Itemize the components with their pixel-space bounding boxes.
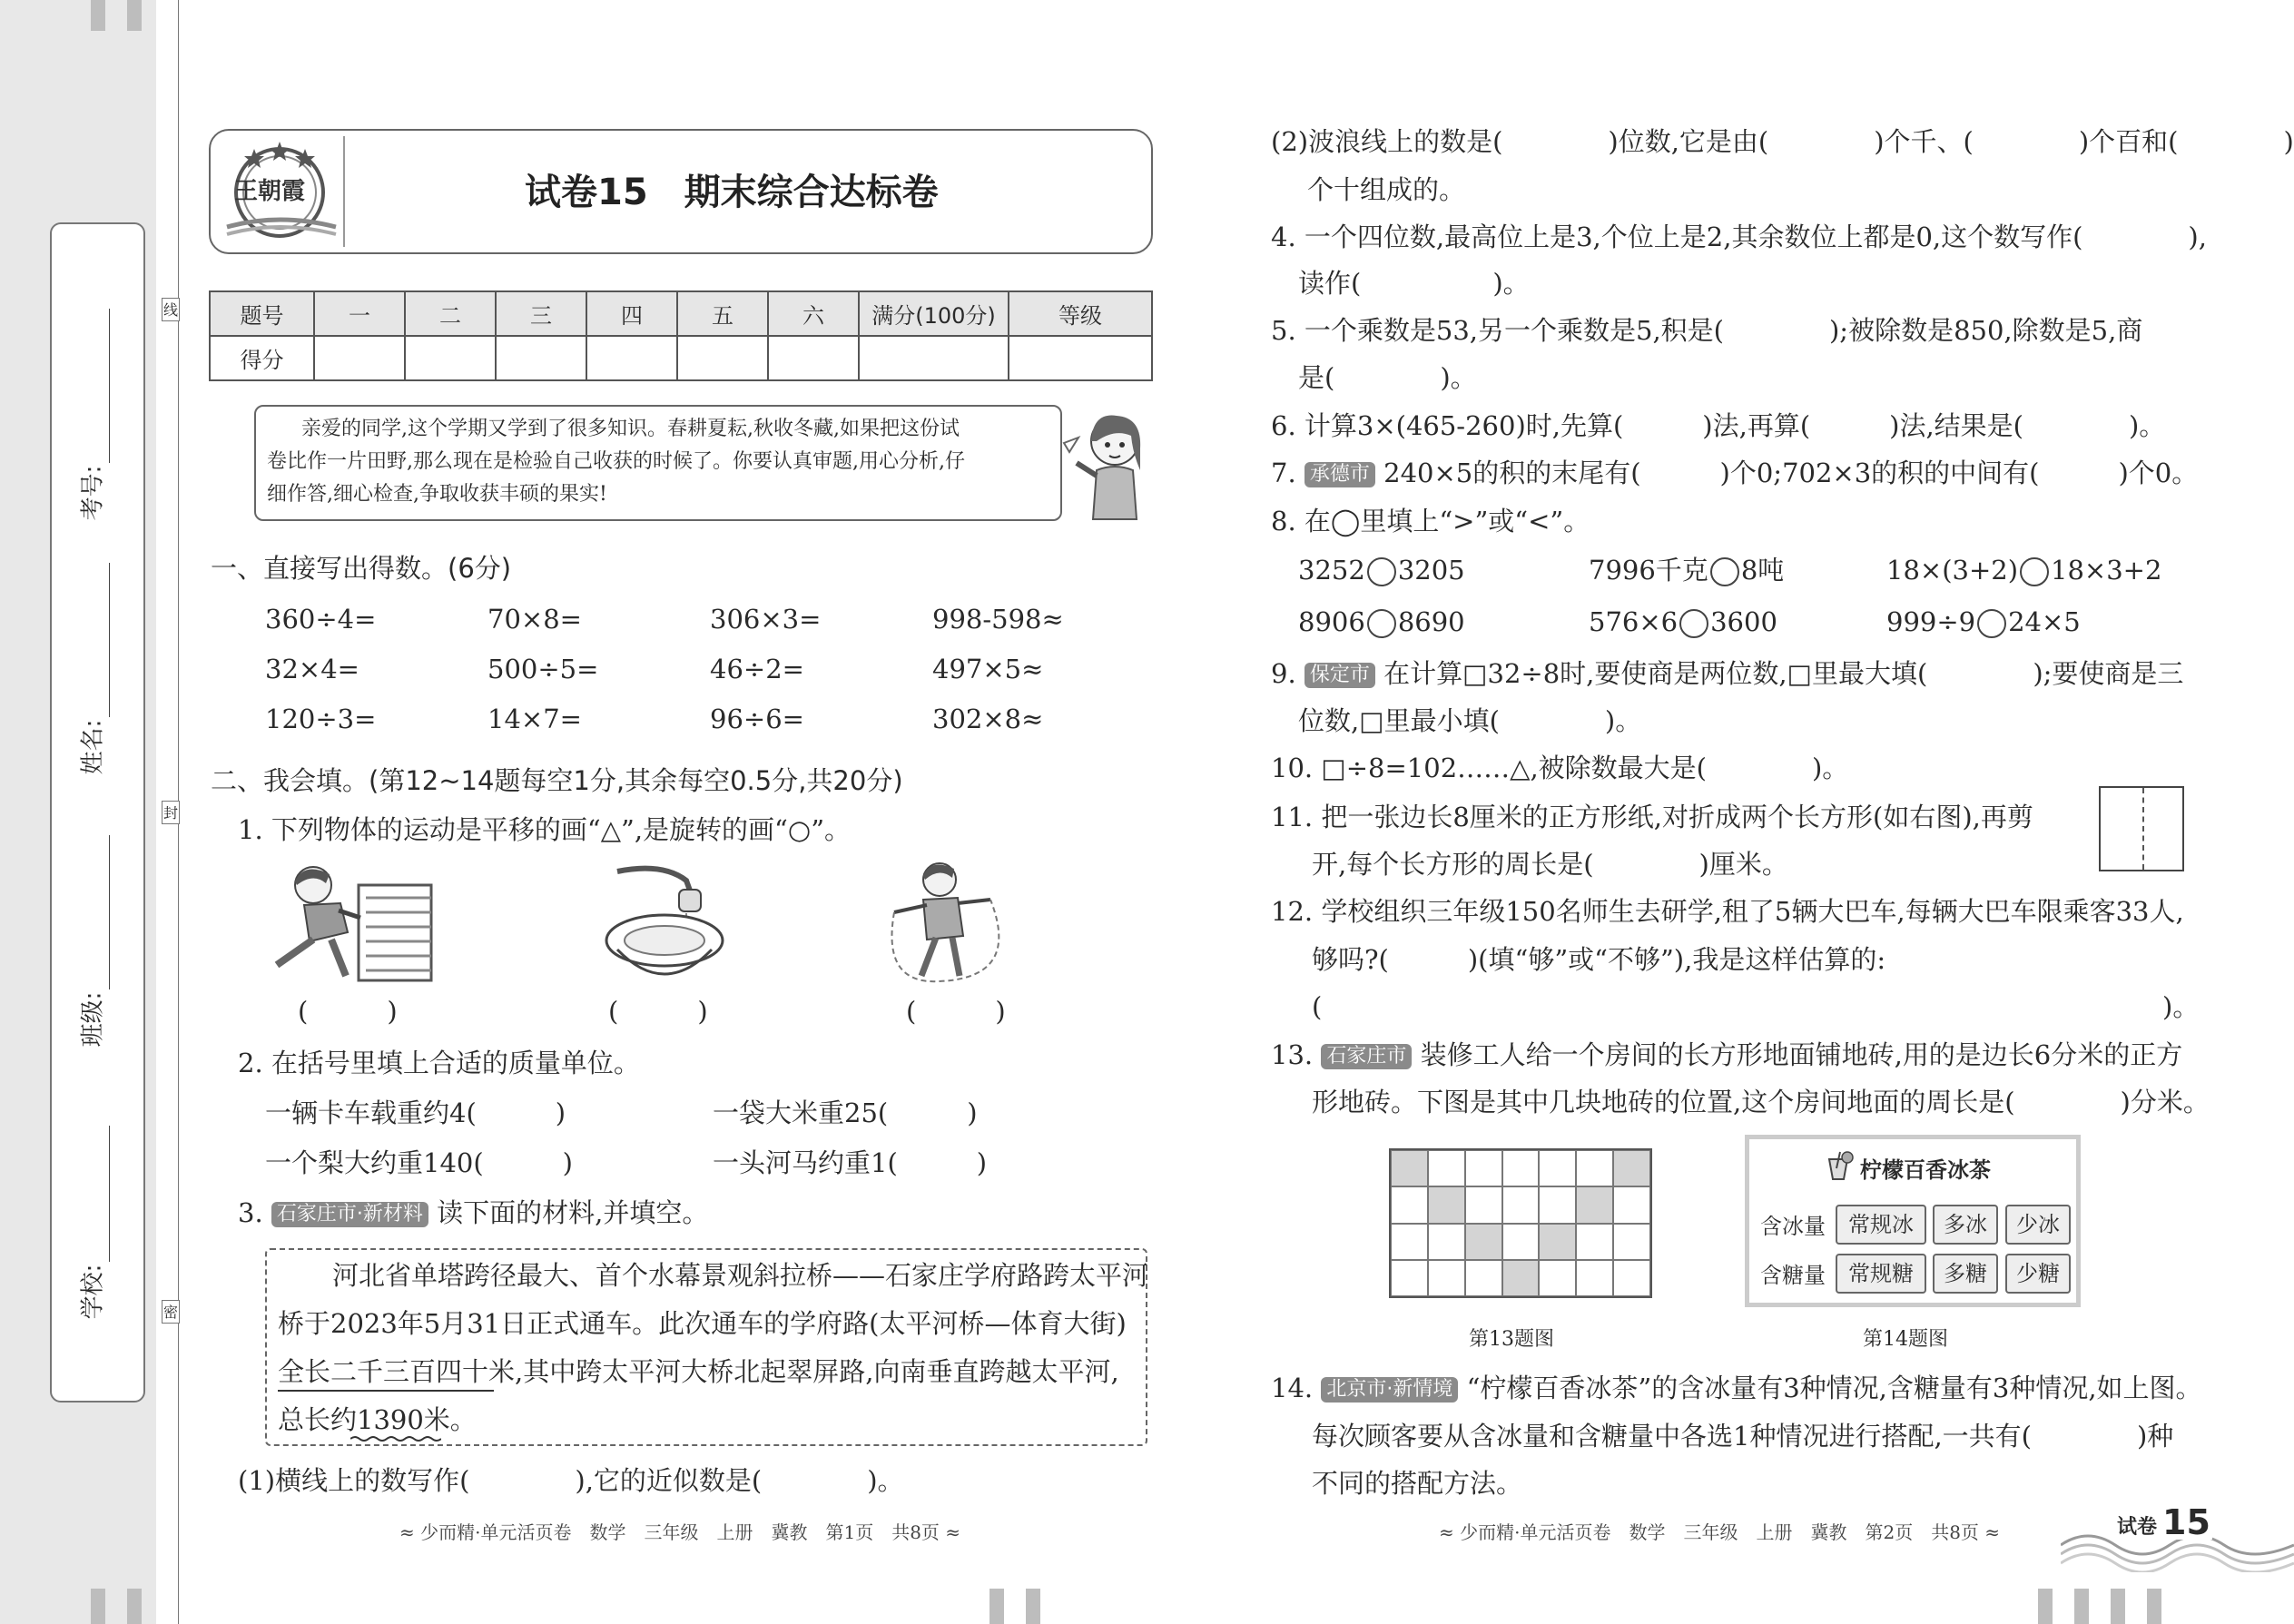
- name-field[interactable]: [79, 545, 118, 817]
- q2-item[interactable]: 一头河马约重1( ): [713, 1147, 988, 1178]
- sugar-option[interactable]: 常规糖: [1836, 1254, 1926, 1294]
- question-3-1[interactable]: (1)横线上的数写作( ),它的近似数是( )。: [238, 1465, 904, 1496]
- score-cell[interactable]: [496, 336, 586, 380]
- compare-item[interactable]: 8906 8690: [1298, 606, 1465, 637]
- score-row-label: 得分: [210, 336, 314, 380]
- question-4[interactable]: 4. 一个四位数,最高位上是3,个位上是2,其余数位上都是0,这个数写作( ),: [1271, 221, 2207, 252]
- intro-line: 细作答,细心检查,争取收获丰硕的果实!: [267, 483, 607, 506]
- compare-item[interactable]: 18×(3+2) 18×3+2: [1886, 555, 2162, 586]
- q1-answer-blank[interactable]: ( ): [298, 996, 398, 1027]
- class-label: 班级:: [79, 991, 107, 1048]
- school-label: 学校:: [79, 1264, 107, 1320]
- brand-logo: [218, 136, 345, 247]
- question-4-cont[interactable]: 读作( )。: [1298, 268, 1530, 299]
- compare-circle[interactable]: [1367, 609, 1396, 638]
- question-12-answer-open[interactable]: (: [1312, 991, 1323, 1022]
- decor-bar: [2111, 1589, 2125, 1624]
- score-header-cell: 一: [314, 291, 405, 336]
- question-14: 14. 北京市·新情境 “柠檬百香冰茶”的含冰量有3种情况,含糖量有3种情况,如上图。: [1271, 1373, 2202, 1403]
- sink-faucet-illustration: [599, 862, 735, 985]
- question-12: 12. 学校组织三年级150名师生去研学,租了5辆大巴车,每辆大巴车限乘客33人,: [1271, 896, 2184, 927]
- decor-bar: [2147, 1589, 2161, 1624]
- calc-item: 306×3=: [710, 604, 822, 635]
- score-cell[interactable]: [677, 336, 768, 380]
- compare-circle[interactable]: [1679, 609, 1708, 638]
- boy-pushing-door-illustration: [259, 858, 445, 985]
- score-header-cell: 四: [586, 291, 677, 336]
- calc-item: 14×7=: [487, 704, 582, 734]
- figure-13-caption: 第13题图: [1469, 1328, 1554, 1351]
- sugar-option[interactable]: 多糖: [1933, 1254, 1998, 1294]
- material-line: 全长二千三百四十米,其中跨太平河大桥北起翠屏路,向南垂直跨越太平河,: [278, 1356, 1119, 1387]
- menu-row-label: 含冰量: [1760, 1214, 1826, 1239]
- drink-menu-card: [1745, 1135, 2081, 1307]
- menu-title: 柠檬百香冰茶: [1860, 1157, 1991, 1183]
- decor-bar: [2074, 1589, 2089, 1624]
- decor-bar: [2038, 1589, 2053, 1624]
- question-6[interactable]: 6. 计算3×(465-260)时,先算( )法,再算( )法,结果是( )。: [1271, 410, 2166, 441]
- decor-bar: [91, 0, 105, 31]
- intro-line: 亲爱的同学,这个学期又学到了很多知识。春耕夏耘,秋收冬藏,如果把这份试: [301, 418, 960, 440]
- decor-bar: [127, 1589, 142, 1624]
- region-tag: 保定市: [1305, 663, 1375, 688]
- score-header-cell: 题号: [210, 291, 314, 336]
- question-5-cont[interactable]: 是( )。: [1298, 362, 1477, 393]
- school-field[interactable]: [79, 1107, 118, 1380]
- folded-square-figure: [2099, 786, 2184, 871]
- question-13: 13. 石家庄市 装修工人给一个房间的长方形地面铺地砖,用的是边长6分米的正方: [1271, 1039, 2183, 1070]
- menu-row-label: 含糖量: [1760, 1263, 1826, 1288]
- score-header-cell: 六: [768, 291, 859, 336]
- q2-item[interactable]: 一袋大米重25( ): [713, 1097, 978, 1128]
- score-header-cell: 等级: [1009, 291, 1152, 336]
- question-9-cont[interactable]: 位数,□里最小填( )。: [1298, 705, 1642, 736]
- material-line: 桥于2023年5月31日正式通车。此次通车的学府路(太平河桥—体育大街): [278, 1308, 1127, 1339]
- score-header-cell: 五: [677, 291, 768, 336]
- ice-option[interactable]: 多冰: [1933, 1205, 1998, 1245]
- q1-answer-blank[interactable]: ( ): [906, 996, 1006, 1027]
- class-field[interactable]: [79, 817, 118, 1089]
- ice-option[interactable]: 常规冰: [1836, 1205, 1926, 1245]
- binding-mark-secret: 密: [162, 1300, 180, 1324]
- section2-heading: 二、我会填。(第12~14题每空1分,其余每空0.5分,共20分): [211, 765, 903, 796]
- calc-item: 998-598≈: [932, 604, 1064, 635]
- boy-jump-rope-illustration: [885, 858, 1053, 985]
- girl-illustration: [1060, 407, 1160, 525]
- score-cell[interactable]: [859, 336, 1009, 380]
- question-13-cont[interactable]: 形地砖。下图是其中几块地砖的位置,这个房间地面的周长是( )分米。: [1312, 1087, 2210, 1117]
- score-header-cell: 满分(100分): [859, 291, 1009, 336]
- intro-bubble: [254, 405, 1062, 521]
- question-3: 3. 石家庄市·新材料 读下面的材料,并填空。: [238, 1197, 709, 1228]
- question-7-text: 240×5的积的末尾有( )个0;702×3的积的中间有( )个0。: [1383, 458, 2199, 488]
- question-14-text: “柠檬百香冰茶”的含冰量有3种情况,含糖量有3种情况,如上图。: [1466, 1373, 2202, 1403]
- footer-right: ≈ 少而精·单元活页卷 数学 三年级 上册 冀教 第2页 共8页 ≈: [1439, 1521, 2001, 1543]
- compare-item[interactable]: 7996千克 8吨: [1589, 555, 1785, 586]
- material-line: 河北省单塔跨径最大、首个水幕景观斜拉桥——石家庄学府路跨太平河: [332, 1260, 1149, 1291]
- decor-bar: [91, 1589, 105, 1624]
- question-10[interactable]: 10. □÷8=102……△,被除数最大是( )。: [1271, 753, 1849, 783]
- question-9-text: 在计算□32÷8时,要使商是两位数,□里最大填( );要使商是三: [1383, 658, 2184, 689]
- compare-item[interactable]: 3252 3205: [1298, 555, 1465, 586]
- drink-icon: [1822, 1150, 1855, 1183]
- underline-mark: [278, 1390, 494, 1392]
- region-tag: 承德市: [1305, 462, 1375, 487]
- question-11: 11. 把一张边长8厘米的正方形纸,对折成两个长方形(如右图),再剪: [1271, 802, 2033, 832]
- question-12-answer-close: )。: [2162, 991, 2200, 1022]
- compare-item[interactable]: 999÷9 24×5: [1886, 606, 2081, 637]
- calc-item: 302×8≈: [932, 704, 1044, 734]
- figure-14-caption: 第14题图: [1863, 1328, 1948, 1351]
- question-1: 1. 下列物体的运动是平移的画“△”,是旋转的画“○”。: [238, 814, 852, 845]
- calc-item: 70×8=: [487, 604, 582, 635]
- question-12-cont[interactable]: 够吗?( )(填“够”或“不够”),我是这样估算的:: [1312, 944, 1886, 975]
- sugar-option[interactable]: 少糖: [2005, 1254, 2071, 1294]
- corner-label: 试卷: [2117, 1516, 2158, 1539]
- calc-item: 500÷5=: [487, 654, 599, 684]
- score-cell[interactable]: [314, 336, 405, 380]
- exam-no-label: 考号:: [79, 465, 107, 521]
- calc-item: 360÷4=: [265, 604, 377, 635]
- decor-bar: [1026, 1589, 1040, 1624]
- compare-circle[interactable]: [1367, 557, 1396, 586]
- compare-circle[interactable]: [2020, 557, 2049, 586]
- footer-left: ≈ 少而精·单元活页卷 数学 三年级 上册 冀教 第1页 共8页 ≈: [399, 1521, 961, 1543]
- score-header-cell: 三: [496, 291, 586, 336]
- question-3-text: 读下面的材料,并填空。: [437, 1197, 709, 1228]
- tile-grid-figure: [1389, 1148, 1652, 1298]
- page-title: 试卷15 期末综合达标卷: [525, 172, 939, 213]
- binding-mark-line: 线: [162, 298, 180, 321]
- question-3-2-cont: 个十组成的。: [1307, 174, 1466, 205]
- region-tag: 石家庄市: [1321, 1044, 1412, 1069]
- score-cell[interactable]: [586, 336, 677, 380]
- decor-bar: [127, 0, 142, 31]
- score-cell[interactable]: [768, 336, 859, 380]
- region-tag: 北京市·新情境: [1321, 1377, 1458, 1403]
- brand-logo-text: 王朝霞: [234, 178, 306, 205]
- calc-item: 120÷3=: [265, 704, 377, 734]
- intro-line: 卷比作一片田野,那么现在是检验自己收获的时候了。你要认真审题,用心分析,仔: [267, 450, 965, 473]
- question-2: 2. 在括号里填上合适的质量单位。: [238, 1048, 640, 1078]
- score-header-cell: 二: [405, 291, 496, 336]
- score-table: [209, 290, 1153, 381]
- calc-item: 46÷2=: [710, 654, 804, 684]
- corner-number: 15: [2162, 1502, 2210, 1542]
- question-7[interactable]: 7. 承德市 240×5的积的末尾有( )个0;702×3的积的中间有( )个0。: [1271, 458, 2199, 488]
- q2-item[interactable]: 一辆卡车载重约4( ): [265, 1097, 566, 1128]
- calc-item: 497×5≈: [932, 654, 1044, 684]
- question-11-cont[interactable]: 开,每个长方形的周长是( )厘米。: [1312, 849, 1788, 880]
- ice-option[interactable]: 少冰: [2005, 1205, 2071, 1245]
- question-8: 8. 在◯里填上“>”或“<”。: [1271, 506, 1590, 536]
- decor-bar: [989, 1589, 1004, 1624]
- compare-circle[interactable]: [1710, 557, 1739, 586]
- binding-mark-seal: 封: [162, 801, 180, 824]
- section1-heading: 一、直接写出得数。(6分): [211, 553, 512, 584]
- region-tag: 石家庄市·新材料: [271, 1202, 428, 1227]
- q1-answer-blank[interactable]: ( ): [608, 996, 708, 1027]
- calc-item: 32×4=: [265, 654, 359, 684]
- exam-no-field[interactable]: [79, 290, 118, 563]
- q2-item[interactable]: 一个梨大约重140( ): [265, 1147, 573, 1178]
- compare-item[interactable]: 576×6 3600: [1589, 606, 1777, 637]
- question-14-cont[interactable]: 每次顾客要从含冰量和含糖量中各选1种情况进行搭配,一共有( )种: [1312, 1421, 2174, 1452]
- wavy-underline-mark: [350, 1435, 441, 1442]
- calc-item: 96÷6=: [710, 704, 804, 734]
- question-3-2[interactable]: (2)波浪线上的数是( )位数,它是由( )个千、( )个百和( ): [1271, 126, 2294, 157]
- question-14-cont: 不同的搭配方法。: [1312, 1468, 1523, 1499]
- question-13-text: 装修工人给一个房间的长方形地面铺地砖,用的是边长6分米的正方: [1420, 1039, 2183, 1070]
- score-cell[interactable]: [405, 336, 496, 380]
- compare-circle[interactable]: [1977, 609, 2006, 638]
- material-line: 总长约1390米。: [278, 1404, 477, 1435]
- material-box: [265, 1248, 1147, 1446]
- question-9[interactable]: 9. 保定市 在计算□32÷8时,要使商是两位数,□里最大填( );要使商是三: [1271, 658, 2184, 689]
- question-5[interactable]: 5. 一个乘数是53,另一个乘数是5,积是( );被除数是850,除数是5,商: [1271, 315, 2143, 346]
- score-cell[interactable]: [1009, 336, 1152, 380]
- name-label: 姓名:: [79, 719, 107, 775]
